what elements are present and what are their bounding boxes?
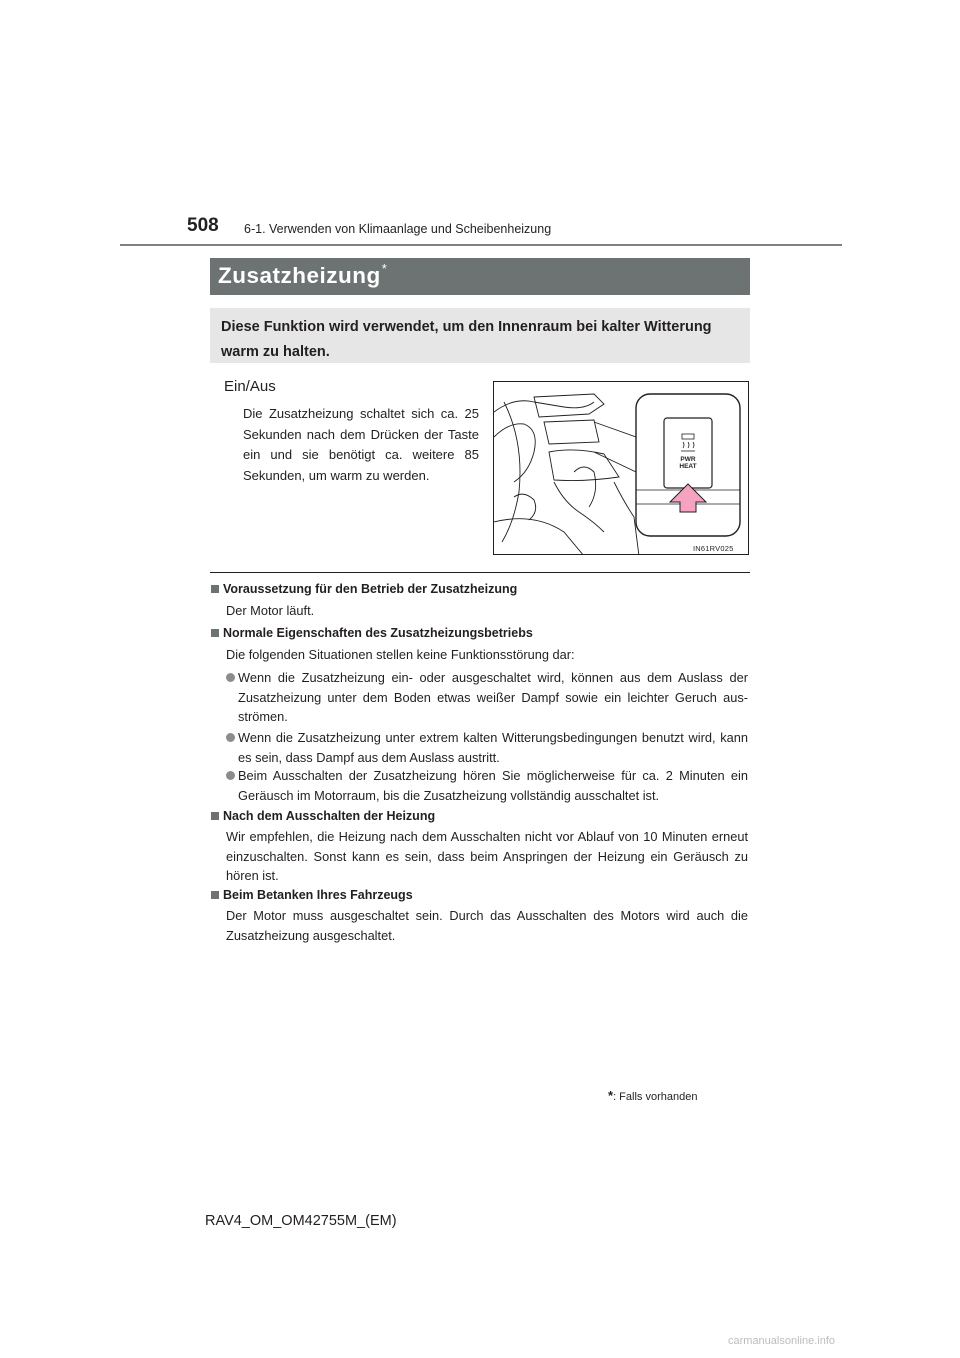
heater-button-illustration [493, 381, 749, 555]
round-bullet-icon [226, 771, 235, 780]
document-code: RAV4_OM_OM42755M_(EM) [205, 1213, 397, 1229]
illustration-code: IN61RV025 [693, 544, 734, 553]
square-bullet-icon [211, 585, 219, 593]
round-bullet-icon [226, 673, 235, 682]
square-bullet-icon [211, 891, 219, 899]
section-body: Der Motor muss ausgeschaltet sein. Durch das Ausschalten des Motors wird auch die Zusatzheizung ausgeschaltet. [226, 908, 748, 943]
list-item: Beim Ausschalten der Zusatzheizung hören Sie möglicherweise für ca. 2 Minuten ein Geräusch im Motorraum, bis die Zusatzheizung vollständig ausschaltet ist. [226, 766, 748, 805]
vent-outline [534, 394, 604, 417]
round-bullet-icon [226, 733, 235, 742]
section-heading-voraussetzung: Voraussetzung für den Betrieb der Zusatzheizung [211, 582, 517, 596]
header-rule [120, 244, 842, 246]
onoff-description: Die Zusatzheizung schaltet sich ca. 25 Sekunden nach dem Drücken der Taste ein und sie benötigt ca. weitere 85 Sekunden, um warm zu werden. [243, 406, 479, 483]
intro-text: Diese Funktion wird verwendet, um den Innenraum bei kalter Witterung warm zu halten. [221, 319, 712, 360]
center-console [549, 450, 619, 481]
list-item: Wenn die Zusatzheizung ein- oder ausgeschaltet wird, können aus dem Auslass der Zusatzheizung unter dem Boden etwas weißer Dampf sowie ein leichter Geruch aus-strömen. [226, 668, 748, 727]
button-label-line2: HEAT [679, 463, 697, 470]
section-heading-betanken: Beim Betanken Ihres Fahrzeugs [211, 888, 413, 902]
footnote-star: * [608, 1088, 614, 1103]
page-number: 508 [187, 215, 219, 236]
footnote [608, 1088, 697, 1103]
chapter-title: 6-1. Verwenden von Klimaanlage und Scheibenheizung [244, 222, 552, 236]
knob [514, 494, 536, 520]
seat-right [614, 482, 639, 555]
square-bullet-icon [211, 629, 219, 637]
steering-wheel-arc [494, 424, 535, 482]
dashboard-drawing [494, 382, 749, 555]
section-title-text: Zusatzheizung [218, 263, 381, 288]
steering-column [502, 402, 520, 542]
intro-box [210, 308, 750, 363]
section-title-bar [210, 258, 750, 295]
button-label-line1: PWR [680, 456, 696, 463]
dash-line [494, 401, 594, 412]
list-item: Wenn die Zusatzheizung unter extrem kalten Witterungsbedingungen benutzt wird, kann es sein, dass Dampf aus dem Auslass austritt. [226, 728, 748, 767]
shifter [574, 467, 596, 507]
callout-line-2 [594, 452, 636, 472]
square-bullet-icon [211, 812, 219, 820]
callout-line-1 [594, 422, 636, 437]
section-body: Der Motor läuft. [226, 603, 315, 618]
section-heading-eigenschaften: Normale Eigenschaften des Zusatzheizungsbetriebs [211, 626, 533, 640]
watermark: carmanualsonline.info [728, 1335, 836, 1347]
section-body: Die folgenden Situationen stellen keine Funktionsstörung dar: [226, 647, 575, 662]
center-console-upper [544, 420, 599, 444]
onoff-label: Ein/Aus [224, 378, 276, 395]
section-body: Wir empfehlen, die Heizung nach dem Ausschalten nicht vor Ablauf von 10 Minuten erneut einzuschalten. Sonst kann es sein, dass beim Anspringen der Heizung ein Geräusch zu hören ist. [226, 829, 748, 883]
seat-line [494, 519, 584, 555]
section-rule [210, 572, 750, 573]
heater-button [664, 418, 712, 488]
section-heading-nach-ausschalten: Nach dem Ausschalten der Heizung [211, 809, 435, 823]
footnote-text: : Falls vorhanden [613, 1091, 698, 1103]
section-title [218, 263, 387, 289]
optional-marker: * [381, 261, 388, 276]
shift-area [554, 482, 604, 532]
